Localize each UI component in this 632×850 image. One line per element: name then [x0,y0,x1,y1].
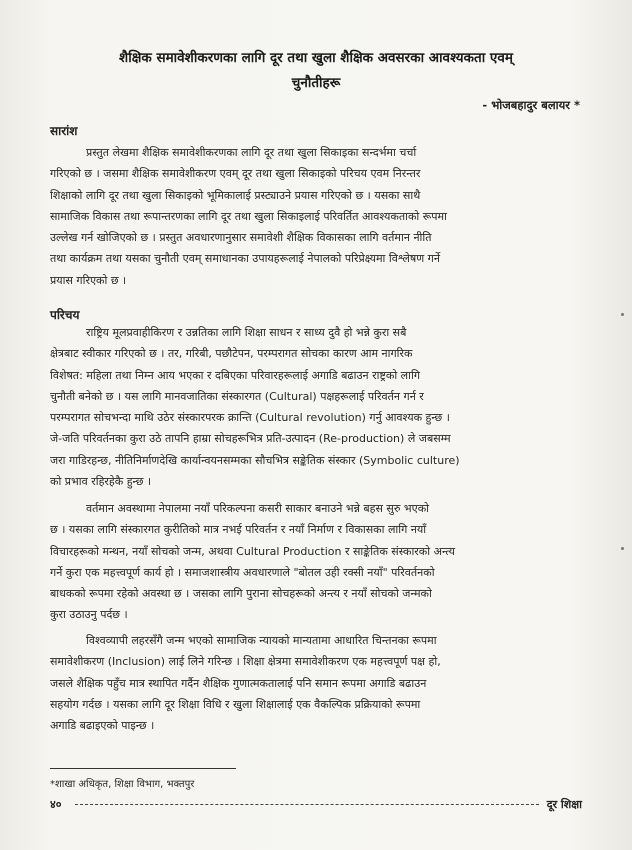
footnote-rule [50,768,236,769]
intro-heading: परिचय [50,308,80,322]
abstract-paragraph [50,142,582,291]
footer-dashed-rule [75,804,538,805]
footnote: *शाखा अधिकृत, शिक्षा विभाग, भक्तपुर [50,779,195,790]
text-line: विश्वव्यापी लहरसँगै जन्म भएको सामाजिक न्यायको मान्यतामा आधारित चिन्तनका रूपमा [86,634,437,647]
scan-speck [621,547,624,550]
journal-name: दूर शिक्षा [546,798,582,811]
text-line: गरिएको छ । जसमा शैक्षिक समावेशीकरण एवम् दूर तथा खुला सिकाइको परिचय एवम निरन्तर [50,167,421,181]
intro-paragraph-2 [50,498,582,626]
abstract-heading: सारांश [50,124,78,138]
text-line: विचारहरूको मन्थन, नयाँ सोचको जन्म, अथवा Cultural Production र साङ्केतिक संस्कारको अन्त्य [50,544,455,558]
author-byline: - भोजबहादुर बलायर * [482,98,580,112]
text-line: सहयोग गर्दछ । यसका लागि दूर शिक्षा विधि र खुला शिक्षालाई एक वैकल्पिक प्रक्रियाको रूपमा [50,697,421,711]
text-line: परम्परागत सोचभन्दा माथि उठेर संस्कारपरक क्रान्ति (Cultural revolution) गर्नु आवश्यक हुन्छ । [50,411,450,425]
text-line: तथा कार्यक्रम तथा यसका चुनौती एवम् समाधानका उपायहरूलाई नेपालको परिप्रेक्ष्यमा विश्लेषण गर्ने [50,252,440,266]
text-line: उल्लेख गर्न खोजिएको छ । प्रस्तुत अवधारणानुसार समावेशी शैक्षिक विकासका लागि वर्तमान नीति [50,231,432,245]
intro-paragraph-3 [50,630,582,736]
text-line: सामाजिक विकास तथा रूपान्तरणका लागि दूर तथा खुला सिकाइलाई परिवर्तित आवश्यकताको रूपमा [50,209,447,223]
text-line: जसले शैक्षिक पहुँच मात्र स्थापित गर्दैन शैक्षिक गुणात्मकतालाई पनि समान रूपमा अगाडि बढाउन [50,676,427,690]
text-line: छ । यसका लागि संस्कारगत कुरीतिको मात्र नभई परिवर्तन र नयाँ निर्माण र विकासका लागि नयाँ [50,523,427,537]
text-line: जे-जति परिवर्तनका कुरा उठे तापनि हाम्रा सोचहरूभित्र प्रति-उत्पादन (Re-production) ले जबसम्म [50,432,451,446]
text-line: जरा गाडिरहन्छ, नीतिनिर्माणदेखि कार्यान्वयनसम्मका सौचभित्र सङ्केतिक संस्कार (Symbolic culture) [50,453,460,467]
text-line: क्षेत्रबाट स्वीकार गरिएको छ । तर, गरिबी, पछौटेपन, परम्परागत सोचका कारण आम नागरिक [50,347,413,361]
title-line-1: शैक्षिक समावेशीकरणका लागि दूर तथा खुला शैक्षिक अवसरका आवश्यकता एवम् [119,50,513,66]
page-footer [50,797,582,812]
text-line: कुरा उठाउनु पर्दछ । [50,608,128,622]
text-line: चुनौती बनेको छ । यस लागि मानवजातिका संस्कारगत (Cultural) पक्षहरूलाई परिवर्तन गर्न र [50,389,424,403]
text-line: वर्तमान अवस्थामा नेपालमा नयाँ परिकल्पना कसरी साकार बनाउने भन्ने बहस सुरु भएको [86,502,430,515]
text-line: बाधकको रूपमा रहेको अवस्था छ । जसका लागि पुराना सोचहरूको अन्त्य र नयाँ सोचको जन्मको [50,587,432,601]
text-line: शिक्षाको लागि दूर तथा खुला सिकाइको भूमिकालाई प्रस्ट्याउने प्रयास गरिएको छ । यसका साथै [50,188,421,202]
scan-speck [621,313,624,316]
text-line: प्रयास गरिएको छ । [50,273,127,287]
intro-paragraph-1 [50,322,582,492]
text-line: अगाडि बढाइएको पाइन्छ । [50,719,155,733]
text-line: प्रस्तुत लेखमा शैक्षिक समावेशीकरणका लागि दूर तथा खुला सिकाइका सन्दर्भमा चर्चा [86,146,417,159]
page-number: ४० [50,798,62,811]
title-line-2: चुनौतीहरू [291,75,341,91]
text-line: समावेशीकरण (Inclusion) लाई लिने गरिन्छ । शिक्षा क्षेत्रमा समावेशीकरण एक महत्त्वपूर्ण पक्ष हो, [50,655,441,669]
text-line: राष्ट्रिय मूलप्रवाहीकिरण र उन्नतिका लागि शिक्षा साधन र साध्य दुवै हो भन्ने कुरा सबै [86,326,407,339]
text-line: विशेषत: महिला तथा निम्न आय भएका र दबिएका परिवारहरूलाई अगाडि बढाउन राष्ट्रको लागि [50,368,421,382]
text-line: को प्रभाव रहिरहेकै हुन्छ । [50,475,152,489]
article-title [40,46,592,96]
text-line: गर्ने कुरा एक महत्त्वपूर्ण कार्य हो । समाजशास्त्रीय अवधारणाले "बोतल उही रक्सी नयाँ" परिवर्तनको [50,565,435,579]
